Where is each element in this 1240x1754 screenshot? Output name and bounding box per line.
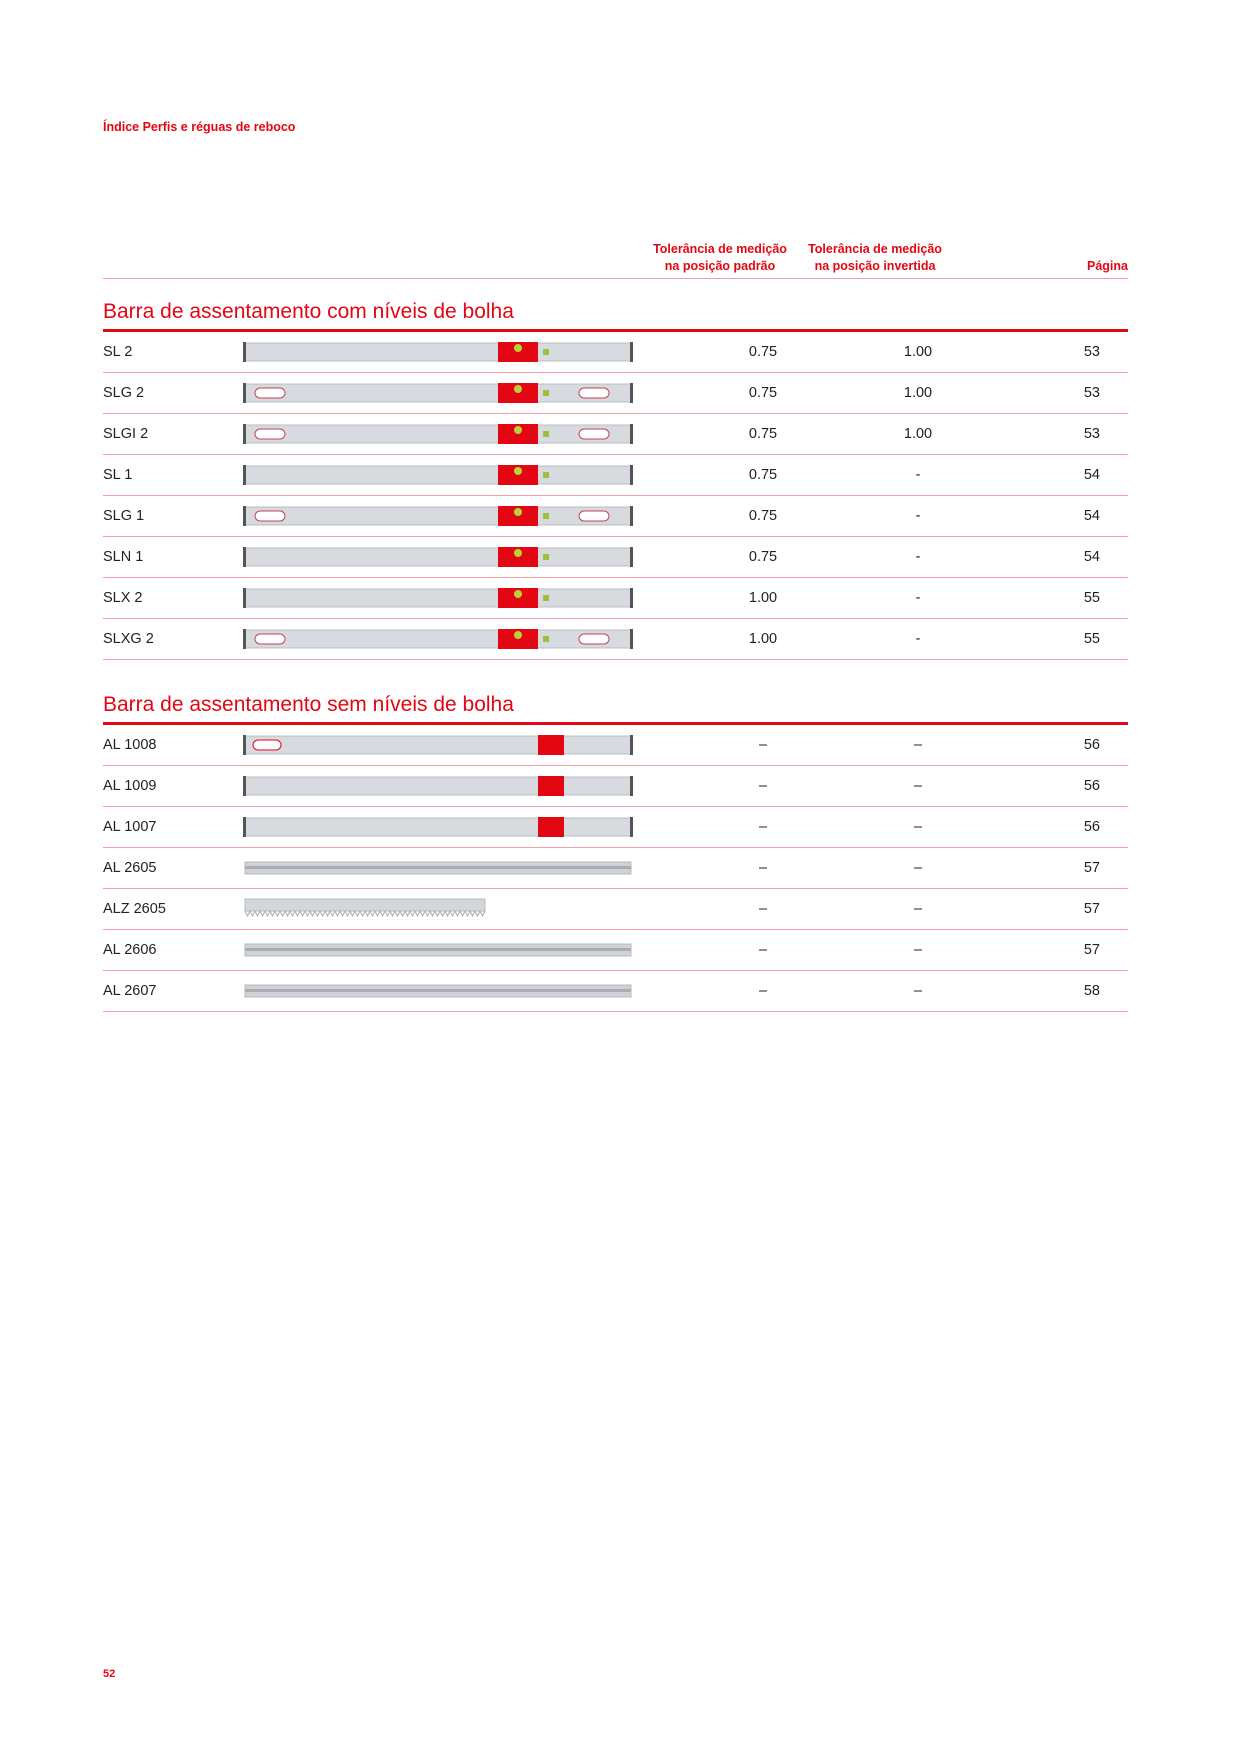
product-name: AL 2605: [103, 860, 157, 876]
tolerance-inverted: –: [913, 942, 923, 958]
tolerance-standard: –: [758, 737, 768, 753]
product-name: SL 2: [103, 344, 133, 360]
tolerance-standard: 0.75: [748, 467, 778, 483]
product-name: SLN 1: [103, 549, 144, 565]
tolerance-standard: 0.75: [748, 549, 778, 565]
tolerance-standard: –: [758, 860, 768, 876]
table-row: [103, 848, 1128, 889]
product-name: AL 2607: [103, 983, 157, 999]
product-name: SL 1: [103, 467, 133, 483]
product-name: AL 2606: [103, 942, 157, 958]
product-name: AL 1009: [103, 778, 157, 794]
table-row: [103, 725, 1128, 766]
level-bar-handles-icon: [243, 627, 633, 651]
tolerance-inverted: 1.00: [903, 385, 933, 401]
tolerance-inverted: -: [915, 631, 921, 647]
page-ref: 53: [1083, 426, 1100, 442]
page-ref: 58: [1083, 983, 1100, 999]
table-row: [103, 414, 1128, 455]
product-name: SLGI 2: [103, 426, 149, 442]
table-row: [103, 578, 1128, 619]
tolerance-standard: –: [758, 778, 768, 794]
column-header-standard-line2: na posição padrão: [664, 259, 776, 273]
tolerance-standard: 0.75: [748, 344, 778, 360]
page-ref: 57: [1083, 901, 1100, 917]
section-title: Barra de assentamento com níveis de bolha: [103, 298, 1128, 332]
level-bar-icon: [243, 463, 633, 487]
tolerance-inverted: -: [915, 467, 921, 483]
tolerance-standard: –: [758, 819, 768, 835]
tolerance-standard: 1.00: [748, 631, 778, 647]
product-list: [103, 725, 1128, 1012]
product-name: SLG 2: [103, 385, 145, 401]
tolerance-inverted: -: [915, 590, 921, 606]
plaster-rule-icon: [243, 979, 633, 1003]
page-ref: 56: [1083, 737, 1100, 753]
table-row: [103, 766, 1128, 807]
tolerance-inverted: –: [913, 778, 923, 794]
breadcrumb: Índice Perfis e réguas de reboco: [103, 120, 296, 134]
tolerance-inverted: -: [915, 508, 921, 524]
tolerance-standard: 0.75: [748, 508, 778, 524]
page-ref: 53: [1083, 344, 1100, 360]
table-row: [103, 332, 1128, 373]
level-bar-handles-icon: [243, 381, 633, 405]
section-without-bubbles: [103, 691, 1128, 1012]
tolerance-inverted: 1.00: [903, 426, 933, 442]
product-name: SLG 1: [103, 508, 145, 524]
product-name: SLX 2: [103, 590, 143, 606]
tolerance-inverted: –: [913, 901, 923, 917]
header-divider: [103, 278, 1128, 279]
column-header-inverted-line2: na posição invertida: [814, 259, 936, 273]
page-ref: 54: [1083, 549, 1100, 565]
level-bar-icon: [243, 340, 633, 364]
table-row: [103, 889, 1128, 930]
product-name: AL 1007: [103, 819, 157, 835]
straightedge-label-icon: [243, 733, 633, 757]
level-bar-handles-icon: [243, 504, 633, 528]
page-ref: 57: [1083, 942, 1100, 958]
table-row: [103, 930, 1128, 971]
page-ref: 57: [1083, 860, 1100, 876]
page-ref: 56: [1083, 819, 1100, 835]
page-ref: 53: [1083, 385, 1100, 401]
table-row: [103, 373, 1128, 414]
table-row: [103, 807, 1128, 848]
tolerance-standard: –: [758, 983, 768, 999]
tolerance-inverted: –: [913, 819, 923, 835]
plaster-rule-icon: [243, 938, 633, 962]
page-ref: 54: [1083, 467, 1100, 483]
notched-rule-icon: [243, 897, 488, 921]
column-header-inverted: [790, 241, 960, 275]
tolerance-inverted: –: [913, 737, 923, 753]
tolerance-inverted: –: [913, 860, 923, 876]
tolerance-standard: 1.00: [748, 590, 778, 606]
page-ref: 55: [1083, 590, 1100, 606]
tolerance-standard: –: [758, 942, 768, 958]
product-list: [103, 332, 1128, 660]
section-with-bubbles: [103, 298, 1128, 660]
tolerance-inverted: 1.00: [903, 344, 933, 360]
product-name: AL 1008: [103, 737, 157, 753]
column-header-inverted-line1: Tolerância de medição: [808, 242, 942, 256]
product-name: SLXG 2: [103, 631, 154, 647]
tolerance-standard: 0.75: [748, 426, 778, 442]
tolerance-standard: –: [758, 901, 768, 917]
table-row: [103, 971, 1128, 1012]
tolerance-inverted: –: [913, 983, 923, 999]
table-row: [103, 455, 1128, 496]
column-header-standard: [640, 241, 800, 275]
column-header-page: Página: [1087, 259, 1128, 273]
column-header-standard-line1: Tolerância de medição: [653, 242, 787, 256]
tolerance-standard: 0.75: [748, 385, 778, 401]
table-row: [103, 619, 1128, 660]
plaster-rule-icon: [243, 856, 633, 880]
page-number: 52: [103, 1668, 116, 1680]
level-bar-icon: [243, 586, 633, 610]
straightedge-label-icon: [243, 815, 633, 839]
level-bar-icon: [243, 545, 633, 569]
table-row: [103, 537, 1128, 578]
page-ref: 54: [1083, 508, 1100, 524]
tolerance-inverted: -: [915, 549, 921, 565]
page-ref: 56: [1083, 778, 1100, 794]
level-bar-handles-icon: [243, 422, 633, 446]
straightedge-label-icon: [243, 774, 633, 798]
product-name: ALZ 2605: [103, 901, 166, 917]
section-title: Barra de assentamento sem níveis de bolha: [103, 691, 1128, 725]
page-ref: 55: [1083, 631, 1100, 647]
table-row: [103, 496, 1128, 537]
